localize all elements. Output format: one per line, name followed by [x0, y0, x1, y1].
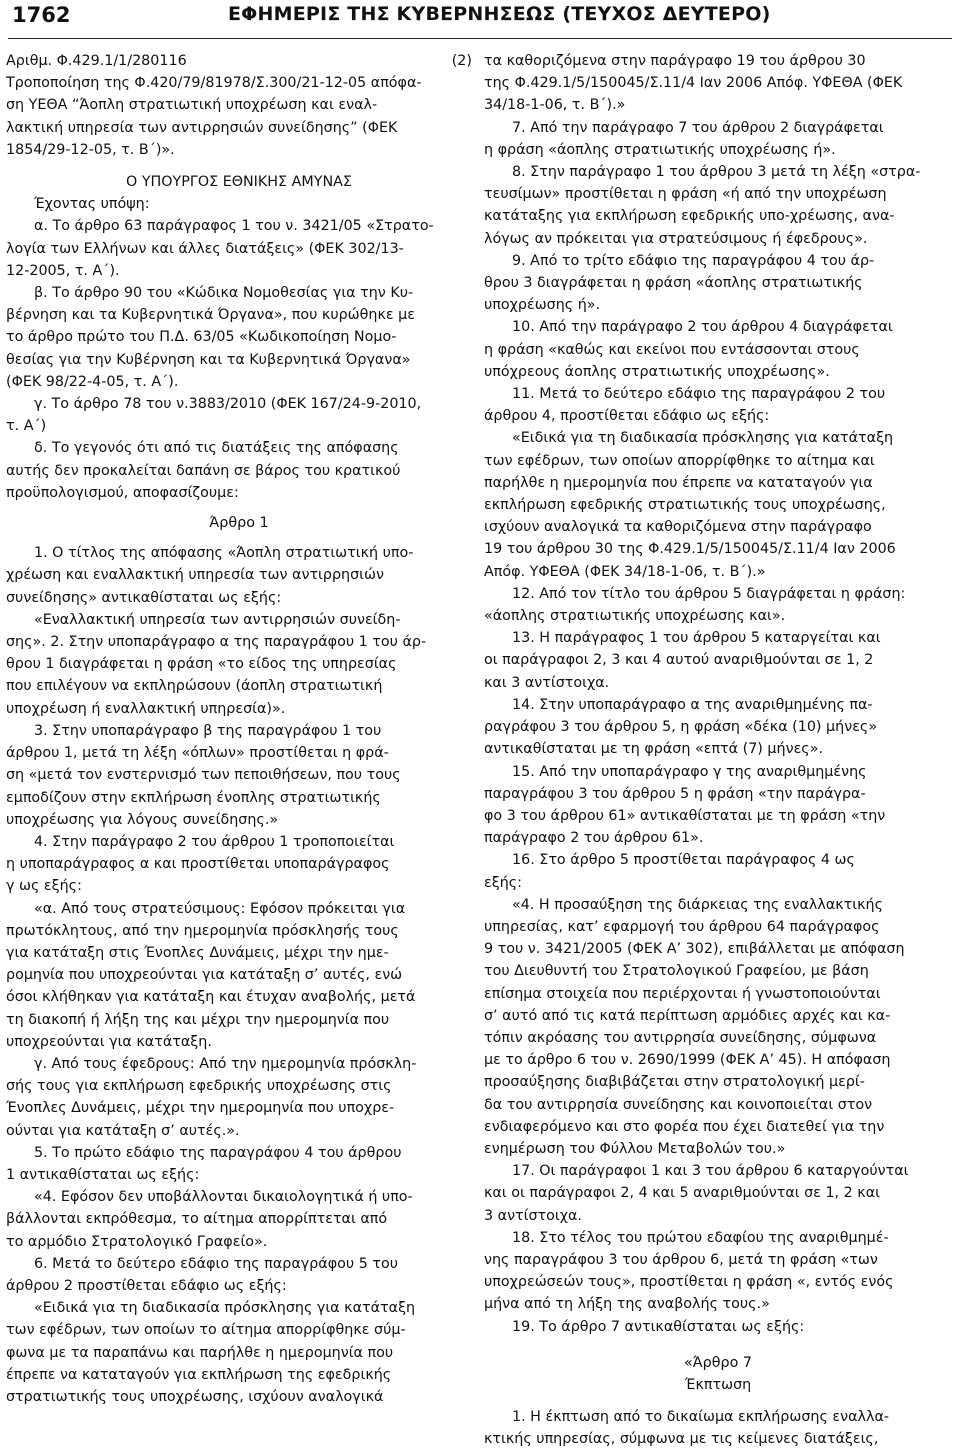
decision-reference — [6, 50, 472, 72]
text-line: λακτική υπηρεσία των αντιρρησιών συνείδησης” (ΦΕΚ — [6, 119, 398, 136]
text-line: επίσημα στοιχεία που περιέρχονται ή γνωστοποιούνται — [484, 985, 881, 1002]
text-line: θρου 3 διαγράφεται η φράση «άοπλης στρατιωτικής — [484, 275, 863, 292]
text-line: 1854/29-12-05, τ. Β΄)». — [6, 141, 175, 158]
text-line: ούνται για κατάταξη σ’ αυτές.». — [6, 1122, 240, 1139]
text-line: τευσίμων» προστίθεται η φράση «ή από την υποχρέωση — [484, 186, 887, 203]
text-line: θεσίας για την Κυβέρνηση και τα Κυβερνητικά Όργανα» — [6, 351, 411, 368]
text-line: 3. Στην υποπαράγραφο β της παραγράφου 1 του — [34, 722, 382, 739]
text-line: οι παράγραφοι 2, 3 και 4 αυτού αναριθμούνται σε 1, 2 — [484, 652, 874, 669]
article-7-text — [484, 1406, 952, 1450]
text-line: τόπιν ακρόασης του αντιρρησία συνείδησης, σύμφωνα — [484, 1029, 877, 1046]
text-line: Ένοπλες Δυνάμεις, μέχρι την ημερομηνία που υποχρε- — [6, 1100, 395, 1117]
text-line: 10. Από την παράγραφο 2 του άρθρου 4 διαγράφεται — [512, 319, 893, 336]
text-line: 19. Το άρθρο 7 αντικαθίσταται ως εξής: — [512, 1318, 805, 1335]
text-line: βέρνηση και τα Κυβερνητικά Όργανα», που κυρώθηκε με — [6, 307, 415, 324]
decision-title — [6, 72, 472, 161]
text-line: συνείδησης» αντικαθίσταται ως εξής: — [6, 589, 282, 606]
text-line: θρου 1 διαγράφεται η φράση «το είδος της υπηρεσίας — [6, 656, 397, 673]
text-line: υποχρέωσης ή». — [484, 297, 601, 314]
text-line: η φράση «άοπλης στρατιωτικής υποχρέωσης ή». — [484, 141, 836, 158]
left-column — [6, 50, 472, 1408]
text-line: 1. Η έκπτωση από το δικαίωμα εκπλήρωσης εναλλα- — [512, 1409, 890, 1426]
text-line: «4. Η προσαύξηση της διάρκειας της εναλλακτικής — [512, 896, 883, 913]
text-line: αντικαθίσταται με τη φράση «επτά (7) μήνες». — [484, 741, 823, 758]
considerations-text — [6, 215, 472, 504]
decision-index: (2) — [451, 53, 472, 69]
text-line: άρθρου 2 προστίθεται εδάφιο ως εξής: — [6, 1277, 287, 1294]
text-line: λογία των Ελλήνων και άλλες διατάξεις» (ΦΕΚ 302/13- — [6, 240, 404, 257]
text-line: πρωτόκλητους, από την ημερομηνία πρόσκλησής τους — [6, 922, 399, 939]
text-line: κτικής υπηρεσίας, σύμφωνα με τις κείμενες διατάξεις, — [484, 1431, 879, 1448]
text-line: νης παραγράφου 3 του άρθρου 6, μετά τη φράση «των — [484, 1251, 878, 1268]
text-line: στρατιωτικής τους υποχρέωσης, ισχύουν αναλογικά — [6, 1388, 384, 1405]
text-line: υπηρεσίας, κατ’ εφαρμογή του άρθρου 64 παράγραφος — [484, 918, 880, 935]
text-line: ρομηνία που υποχρεούνται για κατάταξη σ’ αυτές, ενώ — [6, 967, 403, 984]
text-line: υποχρέωσης για λόγους συνείδησης.» — [6, 811, 279, 828]
text-line: προϋπολογισμού, αποφασίζουμε: — [6, 484, 239, 501]
text-line: σης». 2. Στην υποπαράγραφο α της παραγράφου 1 του άρ- — [6, 634, 427, 651]
article-7-subtitle: Έκπτωση — [684, 1376, 752, 1393]
text-line: των εφέδρων, των οποίων το αίτημα απορρίφθηκε σύμ- — [6, 1322, 406, 1339]
text-line: (ΦΕΚ 98/22-4-05, τ. Α΄). — [6, 373, 179, 390]
considering-label: Έχοντας υπόψη: — [34, 196, 150, 213]
text-line: «Εναλλακτική υπηρεσία των αντιρρησιών συνείδη- — [34, 611, 401, 628]
text-line: δα του αντιρρησία συνείδησης και κοινοποιείται στον — [484, 1096, 873, 1113]
text-line: Απόφ. ΥΦΕΘΑ (ΦΕΚ 34/18-1-06, τ. Β΄).» — [484, 563, 766, 580]
text-line: 15. Από την υποπαράγραφο γ της αναριθμημένης — [512, 763, 867, 780]
article-heading: Άρθρο 1 — [209, 515, 269, 532]
text-line: 12. Από τον τίτλο του άρθρου 5 διαγράφεται η φράση: — [512, 585, 906, 602]
text-line: και 3 αντίστοιχα. — [484, 674, 610, 691]
text-line: φο 3 του άρθρου 61» αντικαθίσταται με τη φράση «την — [484, 807, 886, 824]
text-line: των εφέδρων, των οποίων απορρίφθηκε το αίτημα και — [484, 452, 875, 469]
text-line: παραγράφου 3 του άρθρου 5 η φράση «την παράγρα- — [484, 785, 866, 802]
page-header — [0, 0, 960, 40]
right-column — [484, 50, 952, 1451]
text-line: υποχρεούνται για κατάταξη. — [6, 1033, 212, 1050]
text-line: 5. Το πρώτο εδάφιο της παραγράφου 4 του άρθρου — [34, 1144, 402, 1161]
minister-heading: Ο ΥΠΟΥΡΓΟΣ ΕΘΝΙΚΗΣ ΑΜΥΝΑΣ — [126, 174, 352, 191]
text-line: 19 του άρθρου 30 της Φ.429.1/5/150045/Σ.11/4 Ιαν 2006 — [484, 541, 896, 558]
text-line: η υποπαράγραφος α και προστίθεται υποπαράγραφος — [6, 856, 390, 873]
text-line: «άοπλης στρατιωτικής υποχρέωσης και». — [484, 608, 786, 625]
text-line: παρήλθε η ημερομηνία που έπρεπε να καταταγούν για — [484, 474, 873, 491]
text-line: 4. Στην παράγραφο 2 του άρθρου 1 τροποποιείται — [34, 833, 395, 850]
text-line: «Ειδικά για τη διαδικασία πρόσκλησης για κατάταξη — [34, 1300, 416, 1317]
text-line: μήνα από τη λήξη της αναβολής τους.» — [484, 1296, 770, 1313]
text-line: με το άρθρο 6 του ν. 2690/1999 (ΦΕΚ Α’ 45). Η απόφαση — [484, 1052, 891, 1069]
text-line: κατάταξης για εκπλήρωση εφεδρικής υπο-χρέωσης, ανα- — [484, 208, 895, 225]
text-line: ση ΥΕΘΑ “Άοπλη στρατιωτική υποχρέωση και εναλ- — [6, 97, 378, 114]
text-line: εμποδίζουν στην εκπλήρωση ένοπλης στρατιωτικής — [6, 789, 381, 806]
text-line: σ’ αυτό από τις κατά περίπτωση αρμόδιες αρχές και κα- — [484, 1007, 891, 1024]
text-line: σής τους για εκπλήρωση εφεδρικής υποχρέωσης στις — [6, 1078, 392, 1095]
text-line: και οι παράγραφοι 2, 4 και 5 αναριθμούνται σε 1, 2 και — [484, 1185, 880, 1202]
gazette-title: ΕΦΗΜΕΡΙΣ ΤΗΣ ΚΥΒΕΡΝΗΣΕΩΣ (ΤΕΥΧΟΣ ΔΕΥΤΕΡΟ) — [228, 3, 771, 25]
text-line: άρθρου 1, μετά τη λέξη «όπλων» προστίθεται η φρά- — [6, 745, 389, 762]
text-line: υποχρέωση ή εναλλακτική υπηρεσία)». — [6, 700, 286, 717]
text-line: για κατάταξη στις Ένοπλες Δυνάμεις, μέχρι την ημε- — [6, 944, 389, 961]
text-line: 17. Οι παράγραφοι 1 και 3 του άρθρου 6 καταργούνται — [512, 1163, 909, 1180]
text-line: 11. Μετά το δεύτερο εδάφιο της παραγράφου 2 του — [512, 386, 886, 403]
text-line: 1 αντικαθίσταται ως εξής: — [6, 1166, 200, 1183]
text-line: 12-2005, τ. Α΄). — [6, 262, 120, 279]
text-line: ραγράφου 3 του άρθρου 5, η φράση «δέκα (10) μήνες» — [484, 719, 878, 736]
text-line: υποχρεώσεών τους», προστίθεται η φράση «, εντός ενός — [484, 1274, 894, 1291]
text-line: β. Το άρθρο 90 του «Κώδικα Νομοθεσίας για την Κυ- — [34, 285, 414, 302]
text-line: λόγως αν πρόκειται για στρατεύσιμους ή έφεδρους». — [484, 230, 868, 247]
text-line: παράγραφο 2 του άρθρου 61». — [484, 830, 704, 847]
amendments-text — [484, 50, 952, 1338]
text-line: εξής: — [484, 874, 522, 891]
text-line: δ. Το γεγονός ότι από τις διατάξεις της απόφασης — [34, 440, 399, 457]
text-line: Τροποποίηση της Φ.420/79/81978/Σ.300/21-12-05 απόφα- — [6, 75, 422, 92]
text-line: το αρμόδιο Στρατολογικό Γραφείο». — [6, 1233, 268, 1250]
text-line: αυτής δεν προκαλείται δαπάνη σε βάρος του κρατικού — [6, 462, 401, 479]
article-text — [6, 542, 472, 1408]
text-line: 7. Από την παράγραφο 7 του άρθρου 2 διαγράφεται — [512, 119, 884, 136]
text-line: γ. Το άρθρο 78 του ν.3883/2010 (ΦΕΚ 167/24-9-2010, — [34, 396, 422, 413]
text-line: 16. Στο άρθρο 5 προστίθεται παράγραφος 4 ως — [512, 852, 855, 869]
text-line: 6. Μετά το δεύτερο εδάφιο της παραγράφου 5 του — [34, 1255, 398, 1272]
decision-number: Αριθμ. Φ.429.1/1/280116 — [6, 53, 187, 69]
text-line: α. Το άρθρο 63 παράγραφος 1 του ν. 3421/05 «Στρατο- — [34, 218, 434, 235]
text-line: 1. Ο τίτλος της απόφασης «Άοπλη στρατιωτική υπο- — [34, 545, 414, 562]
text-line: η φράση «καθώς και εκείνοι που εντάσσονται στους — [484, 341, 860, 358]
text-line: ση «μετά τον ενστερνισμό των πεποιθήσεων, που τους — [6, 767, 401, 784]
text-line: προσαύξησης διαβιβάζεται στην στρατολογική μερί- — [484, 1074, 865, 1091]
text-line: έπρεπε να καταταγούν για εκπλήρωση της εφεδρικής — [6, 1366, 392, 1383]
header-rule — [8, 38, 952, 39]
text-line: ενημέρωση του Φύλλου Μεταβολών του.» — [484, 1140, 786, 1157]
article-7-heading: «Άρθρο 7 — [684, 1354, 752, 1371]
text-line: 9. Από το τρίτο εδάφιο της παραγράφου 4 του άρ- — [512, 252, 875, 269]
text-line: 13. Η παράγραφος 1 του άρθρου 5 καταργείται και — [512, 630, 881, 647]
text-line: τ. Α΄) — [6, 418, 47, 435]
text-line: 14. Στην υποπαράγραφο α της αναριθμημένης πα- — [512, 696, 873, 713]
text-line: γ ως εξής: — [6, 878, 82, 895]
text-line: υπόχρεους άοπλης στρατιωτικής υποχρέωσης». — [484, 363, 830, 380]
text-line: «4. Εφόσον δεν υποβάλλονται δικαιολογητικά ή υπο- — [34, 1189, 413, 1206]
text-line: εκπλήρωση εφεδρικής στρατιωτικής τους υποχρέωσης, — [484, 497, 886, 514]
text-line: 8. Στην παράγραφο 1 του άρθρου 3 μετά τη λέξη «στρα- — [512, 164, 921, 181]
text-line: «α. Από τους στρατεύσιμους: Εφόσον πρόκειται για — [34, 900, 406, 917]
text-line: τα καθοριζόμενα στην παράγραφο 19 του άρθρου 30 — [484, 53, 866, 69]
text-line: 34/18-1-06, τ. Β΄).» — [484, 97, 626, 114]
text-line: της Φ.429.1/5/150045/Σ.11/4 Ιαν 2006 Απόφ. ΥΦΕΘΑ (ΦΕΚ — [484, 75, 903, 92]
text-line: ισχύουν αναλογικά τα καθοριζόμενα στην παράγραφο — [484, 519, 872, 536]
text-line: που επιλέγουν να εκπληρώσουν (άοπλη στρατιωτική — [6, 678, 383, 695]
text-line: το άρθρο πρώτο του Π.Δ. 63/05 «Κωδικοποίηση Νομο- — [6, 329, 397, 346]
text-line: άρθρου 4, προστίθεται εδάφιο ως εξής: — [484, 408, 770, 425]
text-line: χρέωση και εναλλακτική υπηρεσία των αντιρρησιών — [6, 567, 384, 584]
page-number: 1762 — [12, 3, 71, 27]
text-line: ενδιαφερόμενο και στο φορέα που έχει διατεθεί για την — [484, 1118, 885, 1135]
text-line: του Διευθυντή του Στρατολογικού Γραφείου, με βάση — [484, 963, 869, 980]
text-line: «Ειδικά για τη διαδικασία πρόσκλησης για κατάταξη — [512, 430, 894, 447]
text-line: 18. Στο τέλος του πρώτου εδαφίου της αναριθμημέ- — [512, 1229, 889, 1246]
text-line: 3 αντίστοιχα. — [484, 1207, 582, 1224]
text-line: τη διακοπή ή λήξη της και μέχρι την ημερομηνία που — [6, 1011, 390, 1028]
text-line: όσοι κλήθηκαν για κατάταξη και έτυχαν αναβολής, μετά — [6, 989, 416, 1006]
text-line: 9 του ν. 3421/2005 (ΦΕΚ Α’ 302), επιβάλλεται με απόφαση — [484, 941, 905, 958]
text-line: γ. Από τους έφεδρους: Από την ημερομηνία πρόσκλη- — [34, 1055, 417, 1072]
text-line: βάλλονται εκπρόθεσμα, το αίτημα απορρίπτεται από — [6, 1211, 388, 1228]
text-line: φωνα με τα παραπάνω και παρήλθε η ημερομηνία που — [6, 1344, 394, 1361]
